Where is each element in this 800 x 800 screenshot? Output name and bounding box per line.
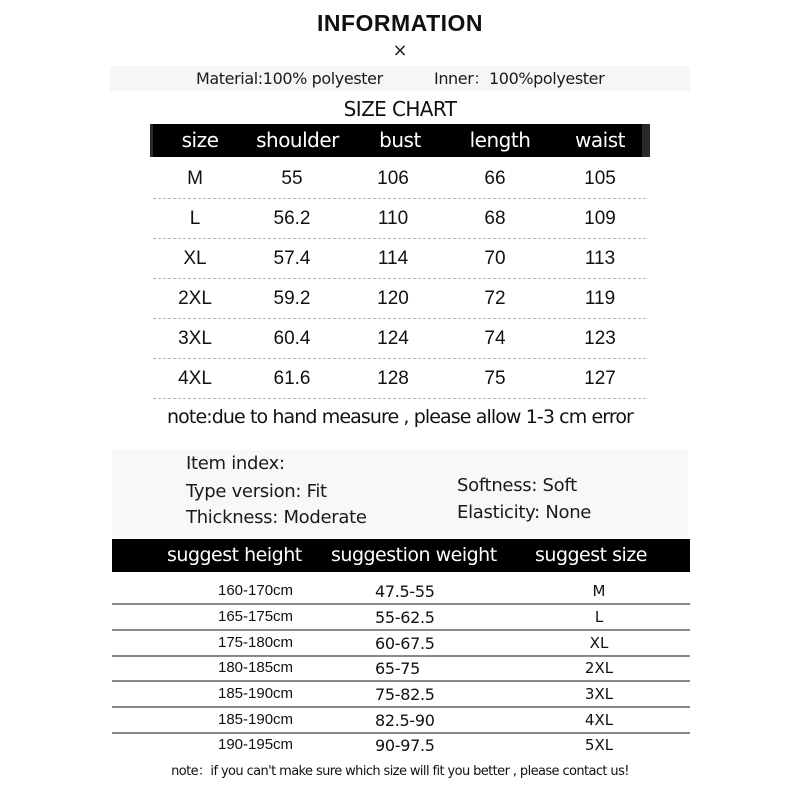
cell-weight: 65-75 — [375, 659, 420, 678]
cell-length: 68 — [484, 208, 506, 229]
measure-note: note:due to hand measure , please allow 1-3 cm error — [167, 406, 633, 428]
cell-waist: 105 — [584, 168, 616, 189]
cell-shoulder: 56.2 — [273, 208, 311, 229]
cell-shoulder: 59.2 — [273, 288, 311, 309]
col-header-suggestion-weight: suggestion weight — [331, 544, 497, 566]
cell-waist: 127 — [584, 368, 616, 389]
cell-weight: 75-82.5 — [375, 685, 435, 704]
cell-shoulder: 55 — [281, 168, 303, 189]
cell-height: 165-175cm — [218, 608, 294, 625]
col-header-bust: bust — [379, 128, 421, 152]
cell-waist: 113 — [584, 248, 616, 269]
cell-bust: 124 — [377, 328, 409, 349]
cell-waist: 109 — [584, 208, 616, 229]
cell-length: 70 — [484, 248, 506, 269]
cell-height: 160-170cm — [218, 582, 294, 599]
cell-size: M — [187, 168, 203, 189]
cell-size: M — [592, 582, 606, 600]
cell-height: 180-185cm — [218, 659, 294, 676]
cell-bust: 128 — [377, 368, 409, 389]
cell-shoulder: 57.4 — [273, 248, 311, 269]
cell-size: XL — [589, 634, 609, 652]
col-header-size: size — [181, 128, 219, 152]
cell-size: L — [189, 208, 201, 229]
softness: Softness: Soft — [457, 475, 577, 496]
cell-length: 72 — [484, 288, 506, 309]
cell-bust: 114 — [377, 248, 409, 269]
cell-weight: 47.5-55 — [375, 582, 435, 601]
cell-length: 74 — [484, 328, 506, 349]
col-header-length: length — [469, 128, 531, 152]
page-title: INFORMATION — [316, 10, 484, 36]
material-label: Material:100% polyester — [196, 69, 383, 88]
cell-size: 2XL — [584, 659, 614, 677]
cell-shoulder: 61.6 — [273, 368, 311, 389]
cell-bust: 110 — [377, 208, 409, 229]
row-divider — [153, 398, 646, 399]
cell-size: 4XL — [178, 368, 212, 389]
col-header-waist: waist — [575, 128, 625, 152]
cell-weight: 90-97.5 — [375, 736, 435, 755]
cell-weight: 60-67.5 — [375, 634, 435, 653]
elasticity: Elasticity: None — [457, 502, 592, 523]
cell-shoulder: 60.4 — [273, 328, 311, 349]
cell-height: 185-190cm — [218, 711, 294, 728]
cell-size: 3XL — [584, 685, 614, 703]
cell-height: 175-180cm — [218, 634, 294, 651]
cell-bust: 106 — [377, 168, 409, 189]
col-header-shoulder: shoulder — [256, 128, 339, 152]
thickness: Thickness: Moderate — [186, 507, 367, 528]
cell-size: 4XL — [584, 711, 614, 729]
cell-waist: 119 — [584, 288, 616, 309]
cell-size: 5XL — [584, 736, 614, 754]
col-header-suggest-size: suggest size — [535, 544, 647, 566]
cell-size: 2XL — [178, 288, 212, 309]
inner-label: Inner：100%polyester — [434, 69, 605, 88]
cell-size: 3XL — [178, 328, 212, 349]
cell-height: 185-190cm — [218, 685, 294, 702]
cell-weight: 55-62.5 — [375, 608, 435, 627]
cell-weight: 82.5-90 — [375, 711, 435, 730]
cell-length: 66 — [484, 168, 506, 189]
cross-icon: × — [392, 40, 408, 61]
col-header-suggest-height: suggest height — [167, 544, 302, 566]
cell-bust: 120 — [377, 288, 409, 309]
type-version: Type version: Fit — [186, 481, 327, 502]
cell-waist: 123 — [584, 328, 616, 349]
cell-size: L — [594, 608, 604, 626]
contact-note: note：if you can't make sure which size will fit you better , please contact us! — [171, 764, 629, 779]
cell-length: 75 — [484, 368, 506, 389]
cell-height: 190-195cm — [218, 736, 294, 753]
size-chart-title: SIZE CHART — [343, 97, 457, 121]
cell-size: XL — [183, 248, 207, 269]
item-index-heading: Item index: — [186, 453, 285, 474]
